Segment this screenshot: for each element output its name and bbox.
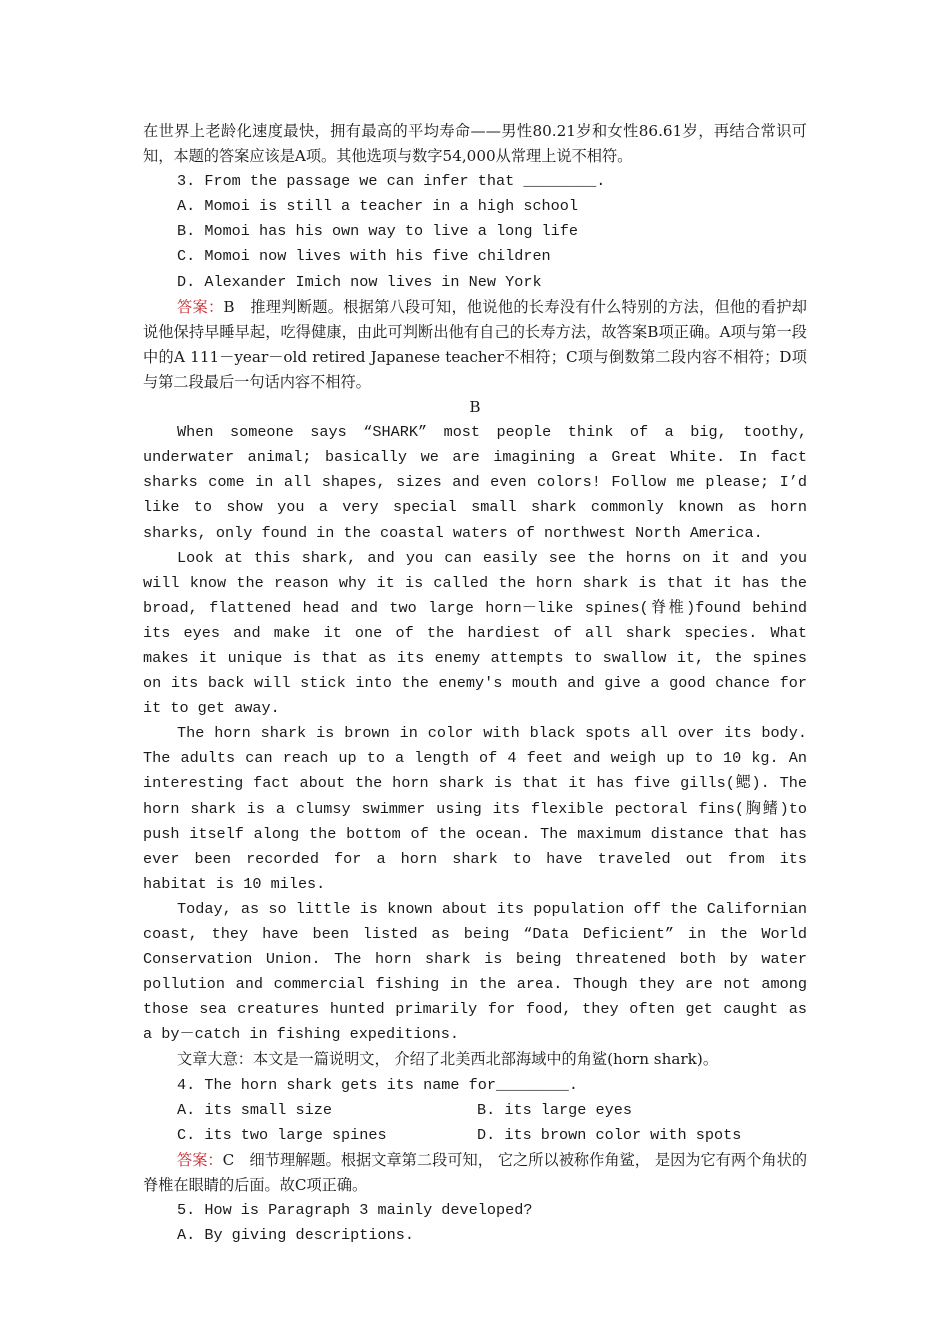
question-5-option-a: A. By giving descriptions. — [177, 1226, 414, 1245]
question-4-answer — [143, 1148, 807, 1198]
answer-explanation: B 推理判断题。根据第八段可知，他说他的长寿没有什么特别的方法，但他的看护却说他保持早睡早起，吃得健康，由此可判断出他有自己的长寿方法，故答案B项正确。A项与第一段中的A 111－year－old retired Japanese teacher不相符；C项与倒数第二段内容不相符；D项与第二段最后一句话内容不相符。 — [143, 297, 807, 391]
passage-paragraph-2: Look at this shark, and you can easily see the horns on it and you will know the reason why it is called the horn shark is that it has the broad, flattened head and two large horn－like spines(脊椎)found behind its eyes and make it one of the hardiest of all shark species. What makes it unique is that as its enemy attempts to swallow it, the spines on its back will stick into the enemy's mouth and give a good chance for it to get away. — [143, 548, 807, 718]
passage-paragraph-3: The horn shark is brown in color with black spots all over its body. The adults can reach up to a length of 4 feet and weigh up to 10 kg. An interesting fact about the horn shark is that it has five gills(鳃). The horn shark is a clumsy swimmer using its flexible pectoral fins(胸鳍)to push itself along the bottom of the ocean. The maximum distance that has ever been recorded for a horn shark to have traveled out from its habitat is 10 miles. — [143, 724, 807, 893]
question-4-option-c: C. its two large spines — [177, 1125, 387, 1144]
question-4-options-row-2 — [143, 1123, 807, 1148]
question-4-option-a: A. its small size — [177, 1100, 332, 1119]
answer-label: 答案： — [177, 1150, 223, 1169]
question-3-option-c: C. Momoi now lives with his five children — [177, 247, 551, 266]
question-3-answer — [143, 295, 807, 395]
question-4-option-b: B. its large eyes — [477, 1100, 632, 1119]
document-page — [143, 119, 807, 1248]
passage-paragraph-1: When someone says “SHARK” most people think of a big, toothy, underwater animal; basically we are imagining a Great White. In fact sharks come in all shapes, sizes and even colors! Follow me please; I’d like to show you a very special small shark commonly known as horn sharks, only found in the coastal waters of northwest North America. — [143, 423, 807, 542]
answer-explanation: C 细节理解题。根据文章第二段可知， 它之所以被称作角鲨， 是因为它有两个角状的脊椎在眼睛的后面。故C项正确。 — [143, 1150, 808, 1194]
question-4-stem: 4. The horn shark gets its name for________. — [177, 1075, 579, 1094]
passage-paragraph-4: Today, as so little is known about its population off the Californian coast, they have been listed as being “Data Deficient” in the World Conservation Union. The horn shark is being threatened both by water pollution and commercial fishing in the area. Though they are not among those sea creatures hunted primarily for food, they often get caught as a by－catch in fishing expeditions. — [143, 899, 807, 1044]
question-3-option-a: A. Momoi is still a teacher in a high school — [177, 197, 579, 216]
question-4-option-d: D. its brown color with spots — [477, 1125, 742, 1144]
passage-summary: 文章大意：本文是一篇说明文， 介绍了北美西北部海域中的角鲨(horn shark)。 — [177, 1050, 719, 1069]
question-5-stem: 5. How is Paragraph 3 mainly developed? — [177, 1201, 533, 1220]
section-heading: B — [469, 398, 481, 417]
question-3-stem: 3. From the passage we can infer that ________. — [177, 172, 606, 191]
answer-label: 答案： — [177, 297, 224, 316]
intro-paragraph: 在世界上老龄化速度最快，拥有最高的平均寿命——男性80.21岁和女性86.61岁，再结合常识可知，本题的答案应该是A项。其他选项与数字54,000从常理上说不相符。 — [143, 122, 807, 166]
question-4-options-row-1 — [143, 1098, 807, 1123]
question-3-option-d: D. Alexander Imich now lives in New York — [177, 272, 542, 291]
question-3-option-b: B. Momoi has his own way to live a long life — [177, 222, 579, 241]
